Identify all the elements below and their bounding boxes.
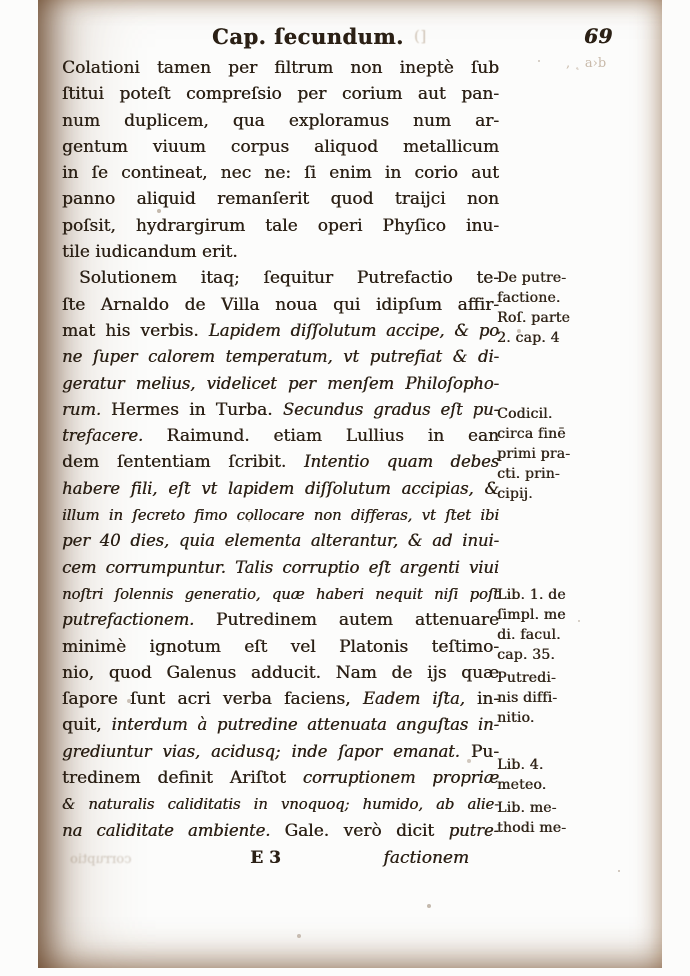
text-segment: tile iudicandum erit. (62, 242, 238, 263)
text-segment: poſsit, hydrargirum tale operi Phyſico inu- (62, 215, 499, 236)
margin-note-line: Lib. 1. de (497, 587, 566, 603)
body-line (62, 213, 499, 239)
page-footer (62, 845, 499, 871)
margin-note-line: Lib. me- (497, 800, 557, 816)
margin-note-line: ſimpl. me (497, 607, 566, 623)
text-segment: corruptionem propriæ (302, 768, 499, 788)
body-line (62, 344, 499, 370)
margin-note-line: Roſ. parte (497, 310, 570, 326)
text-segment: num duplicem, qua exploramus num ar- (62, 110, 499, 131)
footer-spacer (62, 845, 250, 871)
body-line (62, 292, 499, 318)
margin-note-line: cipij. (497, 486, 533, 502)
text-segment: quit, (62, 715, 112, 736)
margin-note (497, 798, 655, 838)
margin-note-line: factione. (497, 290, 561, 306)
body-line (62, 739, 499, 765)
paper-specks (38, 0, 40, 2)
body-line (62, 555, 499, 581)
body-line (62, 371, 499, 397)
text-segment: trefacere. (62, 426, 167, 446)
margin-note-line: meteo. (497, 777, 547, 793)
text-segment: Hermes in Turba. (110, 399, 283, 420)
margin-note-line: Putredi- (497, 670, 556, 686)
text-segment: grediuntur vias, acidusq; inde ſapor emanat. (62, 741, 471, 761)
text-segment: Putredinem autem attenuare (215, 610, 499, 631)
body-text (62, 55, 499, 844)
body-line (62, 55, 499, 81)
body-line (62, 81, 499, 107)
body-line (62, 423, 499, 449)
body-line (62, 134, 499, 160)
text-segment: illum in ſecreto fimo collocare non differas, vt ſtet ibi (62, 507, 499, 525)
margin-note (497, 585, 655, 665)
text-segment: & naturalis caliditatis in vnoquoq; humido, ab alie- (62, 796, 499, 814)
body-line (62, 765, 499, 791)
text-segment: Lapidem diſſolutum accipe, & po (208, 320, 499, 340)
margin-note (497, 404, 655, 504)
text-segment: gentum viuum corpus aliquod metallicum (62, 136, 499, 157)
margin-note-line: cap. 35. (497, 647, 555, 663)
body-line (62, 581, 499, 607)
body-line (62, 160, 499, 186)
margin-notes (497, 0, 657, 968)
text-segment: interdum à putredine attenuata anguſtas in- (111, 715, 499, 735)
margin-note-line: circa finē (497, 426, 566, 442)
chapter-heading: Cap. ſecundum. (212, 24, 404, 49)
body-line (62, 502, 499, 528)
bleed-through-mark: , ˛ a›b (566, 56, 607, 71)
text-segment: mat his verbis. (62, 320, 209, 341)
text-segment: dem ſententiam ſcribit. (62, 452, 305, 473)
bleed-through-mark: (] (414, 27, 427, 45)
body-line (62, 791, 499, 817)
text-segment: rum. (62, 399, 111, 419)
body-line (62, 818, 499, 844)
body-line (62, 528, 499, 554)
text-segment: ſtitui poteſt compreſsio per corium aut pan- (62, 84, 499, 105)
margin-note-line: thodi me- (497, 820, 567, 836)
text-segment: ſte Arnaldo de Villa noua qui idipſum affir- (62, 294, 499, 315)
text-segment: nio, quod Galenus adducit. Nam de ijs quæ (62, 662, 499, 683)
body-line (62, 397, 499, 423)
text-segment: per 40 dies, quia elementa alterantur, & ad inui- (62, 531, 499, 551)
margin-note-line: nitio. (497, 710, 535, 726)
text-segment: cem corrumpuntur. Talis corruptio eſt argenti viui (62, 557, 499, 577)
text-segment: putrefactionem. (62, 610, 216, 630)
text-segment: Eadem iſta, (362, 689, 477, 709)
text-segment: ne ſuper calorem temperatum, vt putrefiat & di- (62, 347, 499, 367)
text-segment: in- (476, 689, 499, 710)
margin-note-line: De putre- (497, 270, 567, 286)
margin-note-line: Lib. 4. (497, 757, 544, 773)
text-segment: Raimund. etiam Lullius in ean (166, 426, 499, 447)
text-segment: Secundus gradus eſt pu- (282, 399, 499, 419)
body-line (62, 449, 499, 475)
catchword-area (281, 845, 499, 871)
body-line (62, 108, 499, 134)
margin-note-line: 2. cap. 4 (497, 330, 560, 346)
text-segment: noſtri ſolennis generatio, quæ haberi nequit niſi poſt (62, 585, 499, 603)
margin-note-line: Codicil. (497, 406, 553, 422)
body-line (62, 186, 499, 212)
text-segment: Intentio quam debes (304, 452, 499, 472)
signature-mark: E 3 (250, 848, 281, 868)
body-line (62, 607, 499, 633)
body-line (62, 660, 499, 686)
margin-note-line: di. facul. (497, 627, 561, 643)
text-segment: panno aliquid remanſerit quod traijci non (62, 189, 499, 210)
text-segment: na caliditate ambiente. (62, 820, 285, 840)
text-segment: in ſe contineat, nec ne: ſi enim in corio aut (62, 163, 499, 184)
page-number: 69 (584, 24, 613, 48)
text-segment: Gale. verò dicit (284, 820, 449, 841)
body-line (62, 686, 499, 712)
body-line (62, 318, 499, 344)
margin-note-line: nis diffi- (497, 690, 558, 706)
body-line (62, 239, 499, 265)
text-segment: Colationi tamen per filtrum non ineptè ſub (62, 58, 499, 78)
text-segment: tredinem definit Ariſtot (62, 768, 303, 789)
body-line (62, 712, 499, 738)
text-segment: Pu- (470, 741, 499, 762)
bleed-through-mark: corruptio (70, 852, 132, 867)
margin-note (497, 268, 655, 348)
text-segment: Solutionem itaq; ſequitur Putrefactio te- (79, 268, 499, 289)
text-segment: habere fili, eſt vt lapidem diſſolutum accipias, & (62, 478, 499, 498)
text-segment: minimè ignotum eſt vel Platonis teſtimo- (62, 636, 499, 657)
catchword: factionem (383, 848, 469, 868)
body-line (62, 476, 499, 502)
text-segment: geratur melius, videlicet per menſem Philoſopho- (62, 373, 499, 393)
margin-note-line: primi pra- (497, 446, 571, 462)
body-line (62, 634, 499, 660)
margin-note (497, 755, 655, 795)
text-segment: ſapore ſunt acri verba faciens, (62, 689, 363, 710)
margin-note (497, 668, 655, 728)
text-segment: putre- (448, 820, 499, 840)
book-page (38, 0, 662, 968)
body-line (62, 265, 499, 291)
margin-note-line: cti. prin- (497, 466, 560, 482)
